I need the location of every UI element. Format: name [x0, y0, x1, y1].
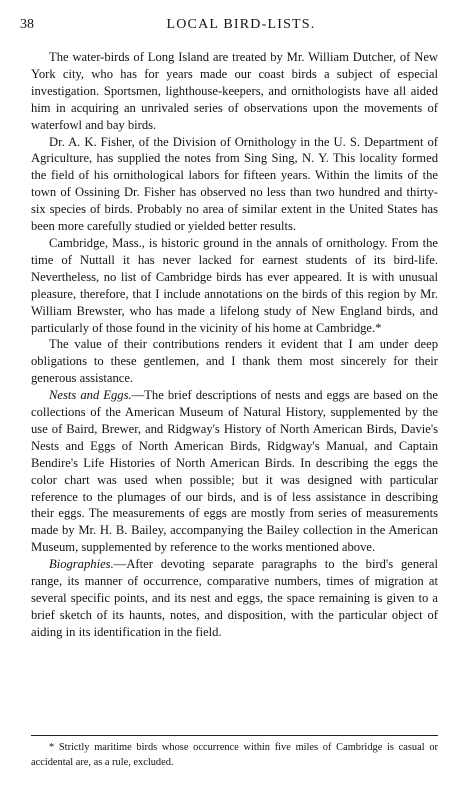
page-number: 38 [20, 17, 34, 32]
paragraph-text: Cambridge, Mass., is historic ground in the annals of ornithology. From the time of Nuttall it has never lacked for earnest students of its bird-life. Nevertheless, no list of Cambridge birds has ever appeared. It is with unusual pleasure, therefore, that I include annotations on the birds of this region by Mr. William Brewster, who has made a lifelong study of New England birds, and particularly of those found in the vicinity of his home at Cambridge.* [31, 235, 438, 335]
page-header [20, 17, 438, 35]
paragraph-sing-sing [31, 134, 438, 235]
section-run-in-heading: Biographies. [49, 557, 114, 572]
section-run-in-heading: Nests and Eggs. [49, 388, 132, 403]
paragraph-nests-and-eggs [31, 387, 438, 556]
paragraph-long-island [31, 49, 438, 134]
paragraph-biographies [31, 556, 438, 641]
paragraph-cambridge [31, 235, 438, 336]
paragraph-acknowledgment [31, 336, 438, 387]
paragraph-text: The water-birds of Long Island are treated by Mr. William Dutcher, of New York city, who has for years made our coast birds a subject of especial investigation. Sportsmen, lighthouse-keepers, and ornithologists have all aided him in acquiring an unrivaled series of observations upon the movements of waterfowl and bay birds. [31, 50, 438, 132]
paragraph-text: Dr. A. K. Fisher, of the Division of Ornithology in the U. S. Department of Agriculture, has supplied the notes from Sing Sing, N. Y. This locality formed the field of his ornithological labors for fifteen years. Within the limits of the town of Ossining Dr. Fisher has observed no less than two hundred and thirty-six species of birds. Probably no area of similar extent in the United States has been more carefully studied or yielded better results. [31, 134, 438, 234]
paragraph-text: —After devoting separate paragraphs to the bird's general range, its manner of occurrence, comparative numbers, times of migration at several specific points, and its nest and eggs, the space remaining is given to a brief sketch of its haunts, notes, and disposition, with the particular object of aiding in its identification in the field. [31, 557, 438, 639]
body-text [31, 49, 438, 641]
running-head: LOCAL BIRD-LISTS. [166, 17, 316, 32]
footnote-text: * Strictly maritime birds whose occurrence within five miles of Cambridge is casual or accidental are, as a rule, excluded. [31, 742, 438, 768]
paragraph-text: —The brief descriptions of nests and eggs are based on the collections of the American Museum of Natural History, supplemented by the use of Baird, Brewer, and Ridgway's History of North American Birds, Davie's Nests and Eggs of North American Birds, Ridgway's Manual, and Captain Bendire's Life Histories of North American Birds. In describing the eggs the color chart was used when possible; but it was designed with particular reference to the plumages of our birds, and is of less assistance in describing their eggs. The measurements of eggs are mostly from series of measurements made by Mr. H. B. Bailey, accompanying the Bailey collection in the American Museum, supplemented by reference to the works mentioned above. [31, 388, 438, 555]
footnote-rule [31, 735, 438, 736]
paragraph-text: The value of their contributions renders it evident that I am under deep obligations to these gentlemen, and I thank them most sincerely for their generous assistance. [31, 337, 438, 386]
footnote [31, 741, 438, 770]
